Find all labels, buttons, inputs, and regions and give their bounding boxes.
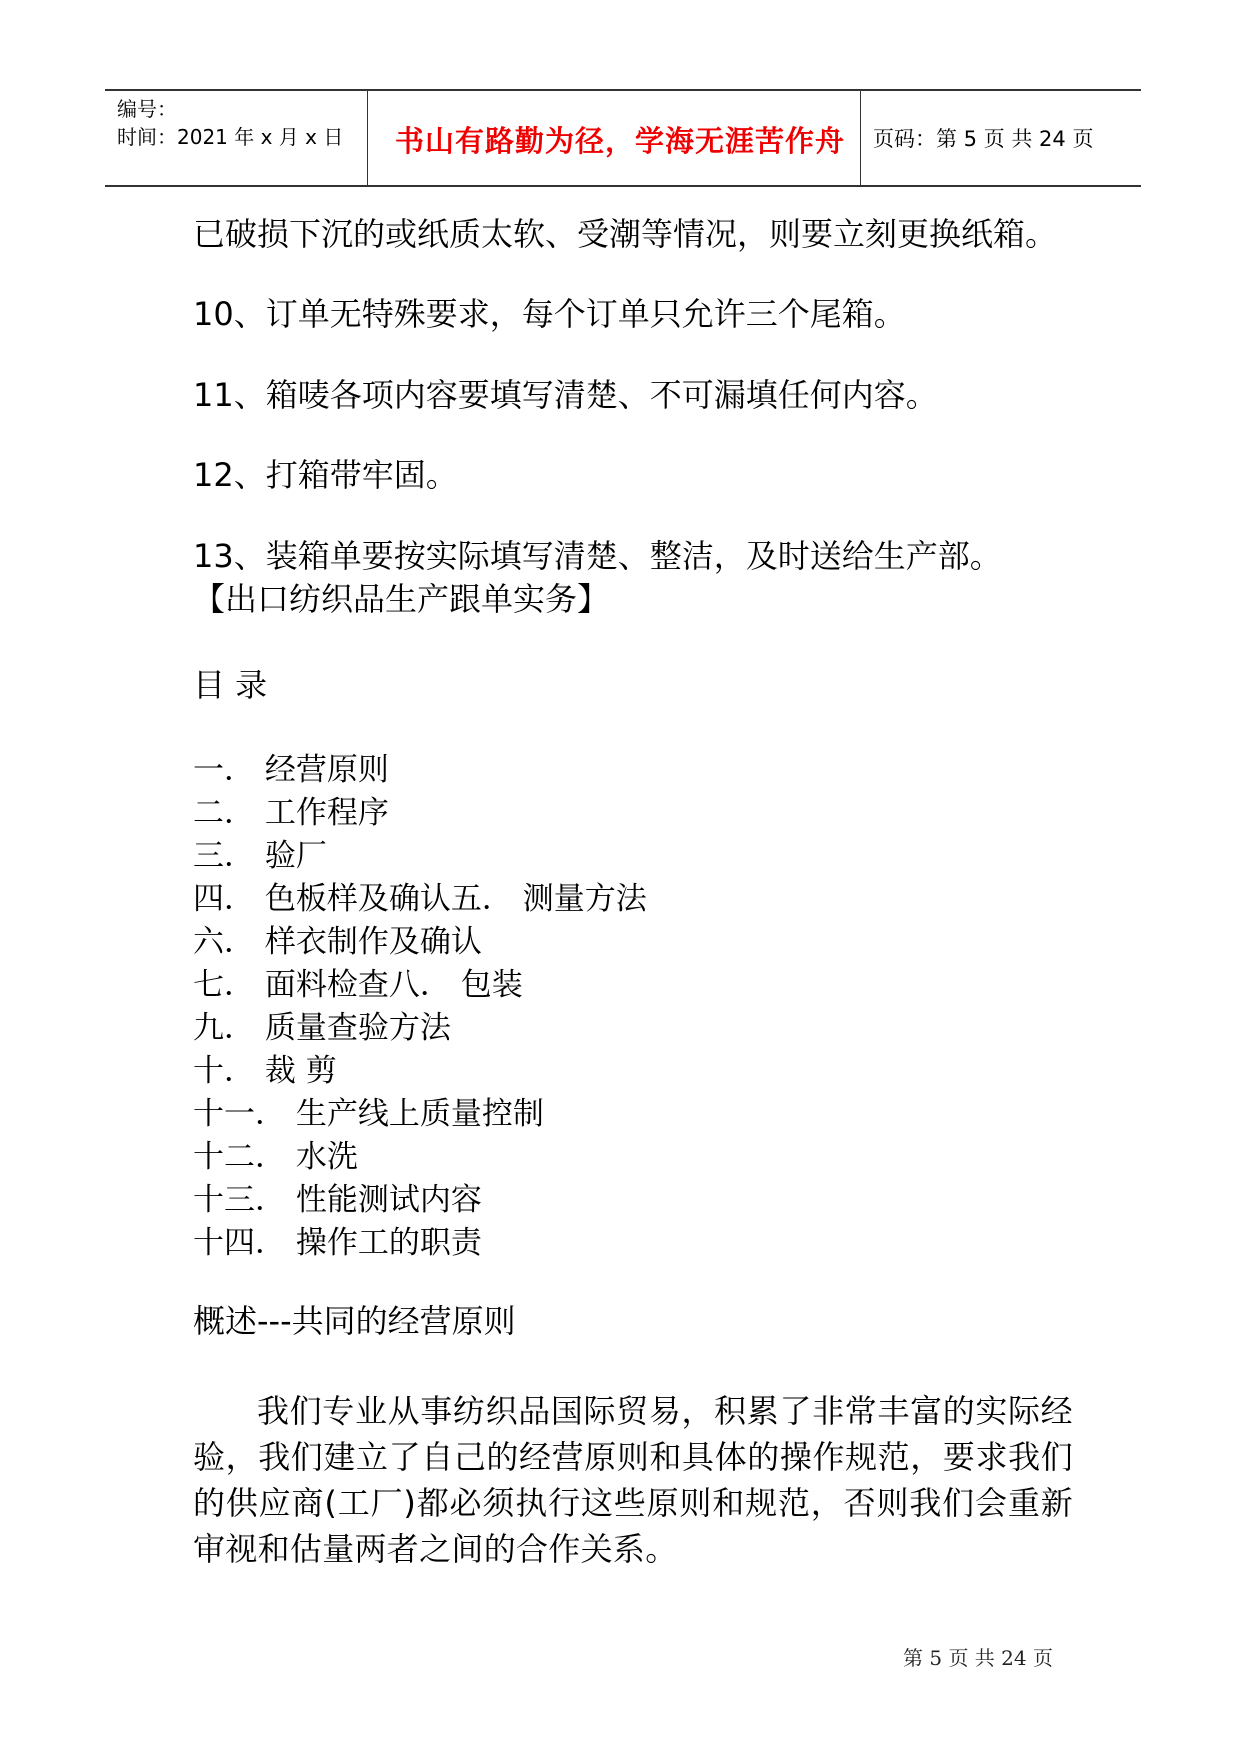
header-meta (117, 95, 343, 151)
toc-item: 十四． 操作工的职责 (193, 1225, 482, 1261)
page-header (105, 89, 1141, 187)
toc-item: 一． 经营原则 (193, 752, 389, 788)
toc-item: 七． 面料检查八． 包装 (193, 967, 523, 1003)
toc-item: 十二． 水洗 (193, 1139, 358, 1175)
time-label: 时间：2021 年 x 月 x 日 (117, 125, 344, 149)
text-line: 11、箱唛各项内容要填写清楚、不可漏填任何内容。 (193, 376, 938, 414)
toc-item: 四． 色板样及确认五． 测量方法 (193, 881, 647, 917)
toc-item: 三． 验厂 (193, 838, 327, 874)
toc-item: 十． 裁 剪 (193, 1053, 337, 1089)
toc-item: 九． 质量查验方法 (193, 1010, 451, 1046)
doc-number-label: 编号： (117, 97, 177, 121)
header-divider (860, 91, 861, 185)
text-line: 10、订单无特殊要求，每个订单只允许三个尾箱。 (193, 295, 906, 333)
toc-item: 二． 工作程序 (193, 795, 389, 831)
text-line: 12、打箱带牢固。 (193, 456, 458, 494)
section-title: 概述---共同的经营原则 (193, 1302, 516, 1340)
document-title: 【出口纺织品生产跟单实务】 (193, 580, 610, 618)
page-footer: 第 5 页 共 24 页 (903, 1646, 1053, 1670)
body-paragraph: 我们专业从事纺织品国际贸易，积累了非常丰富的实际经验，我们建立了自己的经营原则和具体的操作规范，要求我们的供应商(工厂)都必须执行这些原则和规范，否则我们会重新审视和估量两者之间的合作关系。 (193, 1392, 1073, 1568)
toc-item: 十一． 生产线上质量控制 (193, 1096, 544, 1132)
toc-heading: 目 录 (193, 666, 268, 704)
header-divider (367, 91, 368, 185)
header-motto: 书山有路勤为径，学海无涯苦作舟 (394, 124, 845, 158)
header-page-info: 页码：第 5 页 共 24 页 (873, 127, 1094, 151)
text-line: 13、装箱单要按实际填写清楚、整洁，及时送给生产部。 (193, 537, 1002, 575)
toc-item: 六． 样衣制作及确认 (193, 924, 482, 960)
toc-item: 十三． 性能测试内容 (193, 1182, 482, 1218)
text-line: 已破损下沉的或纸质太软、受潮等情况，则要立刻更换纸箱。 (193, 215, 1058, 253)
